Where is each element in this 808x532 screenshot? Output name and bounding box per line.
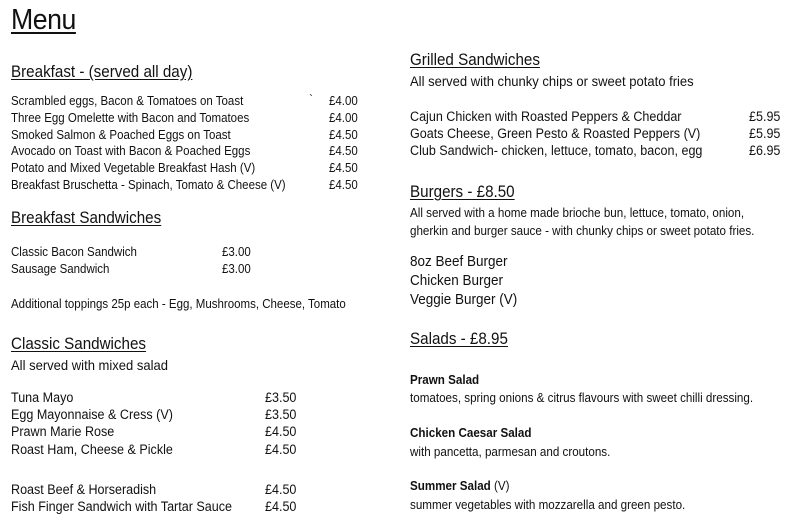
menu-item-name: Club Sandwich- chicken, lettuce, tomato, bacon, egg [410,143,703,159]
menu-item-price: £5.95 [749,109,781,124]
grilled-sandwich-prices [749,108,780,160]
menu-item-price: £3.00 [222,245,251,259]
breakfast-sandwich-prices [222,244,251,278]
menu-item-name: Veggie Burger (V) [410,292,518,308]
classic-sandwich-prices-2 [265,481,296,515]
menu-item-price: £4.00 [329,110,358,125]
menu-item-name: Potato and Mixed Vegetable Breakfast Hash (V) [11,161,256,176]
vegetarian-marker: (V) [490,479,510,493]
menu-item-name: Tuna Mayo [11,390,74,405]
menu-item-name: Prawn Marie Rose [11,424,115,440]
menu-item-price: £4.50 [329,161,358,176]
salad-name: Prawn Salad [410,373,480,387]
burgers-heading: Burgers - £8.50 [410,183,515,201]
page-title: Menu [11,4,76,36]
menu-item-price: £5.95 [749,126,781,142]
grilled-sandwich-items [410,108,702,160]
menu-item-price: £4.50 [329,127,358,142]
salad-description: tomatoes, spring onions & citrus flavours with sweet chilli dressing. [410,391,754,405]
menu-item-name: Sausage Sandwich [11,261,110,276]
grilled-sandwiches-subtitle: All served with chunky chips or sweet potato fries [410,73,694,89]
menu-item-name: Fish Finger Sandwich with Tartar Sauce [11,499,232,515]
burgers-desc-line: gherkin and burger sauce - with chunky chips or sweet potato fries. [410,224,755,238]
menu-item-price: £4.50 [329,177,358,192]
menu-item-name: Scrambled eggs, Bacon & Tomatoes on Toast [11,94,244,108]
salad-description: with pancetta, parmesan and croutons. [410,445,611,459]
menu-item-price: £4.50 [265,482,297,497]
burgers-description [410,204,754,240]
menu-item-name: Chicken Burger [410,273,503,289]
salad-description: summer vegetables with mozzarella and green pesto. [410,498,686,512]
classic-sandwich-prices [265,389,296,458]
menu-item-name: Egg Mayonnaise & Cress (V) [11,407,173,423]
classic-sandwich-items [11,389,173,458]
burgers-desc-line: All served with a home made brioche bun, lettuce, tomato, onion, [410,206,745,220]
menu-item-price: £3.50 [265,407,297,423]
menu-item-name: Roast Ham, Cheese & Pickle [11,441,173,457]
menu-item-name: Goats Cheese, Green Pesto & Roasted Peppers (V) [410,126,701,142]
menu-item-name: Classic Bacon Sandwich [11,245,137,259]
salad-name: Chicken Caesar Salad [410,426,532,440]
salad-name-row [410,479,509,493]
menu-item-name: Three Egg Omelette with Bacon and Tomatoes [11,110,250,125]
menu-item-name: Cajun Chicken with Roasted Peppers & Cheddar [410,109,682,124]
grilled-sandwiches-heading: Grilled Sandwiches [410,51,540,69]
breakfast-sandwiches-heading: Breakfast Sandwiches [11,209,162,227]
toppings-note: Additional toppings 25p each - Egg, Mushrooms, Cheese, Tomato [11,297,346,311]
breakfast-items [11,93,286,194]
salads-heading: Salads - £8.95 [410,330,508,348]
breakfast-sandwich-items [11,244,137,278]
burger-items [410,253,517,310]
breakfast-prices [329,93,358,194]
menu-item-name: Avocado on Toast with Bacon & Poached Eggs [11,144,251,159]
menu-item-price: £3.00 [222,261,251,276]
menu-item-name: Smoked Salmon & Poached Eggs on Toast [11,127,231,142]
menu-item-name: Breakfast Bruschetta - Spinach, Tomato & Cheese (V) [11,177,286,192]
menu-item-name: Roast Beef & Horseradish [11,482,157,497]
menu-item-price: £4.00 [329,94,358,108]
menu-item-price: £4.50 [329,144,358,159]
salad-name: Summer Salad [410,479,491,493]
classic-sandwiches-subtitle: All served with mixed salad [11,357,169,373]
menu-item-price: £6.95 [749,143,781,159]
classic-sandwich-items-2 [11,481,232,515]
menu-item-price: £4.50 [265,499,297,515]
stray-mark: ` [309,92,313,106]
menu-item-price: £4.50 [265,441,297,457]
menu-item-name: 8oz Beef Burger [410,254,508,270]
menu-item-price: £3.50 [265,390,297,405]
breakfast-heading: Breakfast - (served all day) [11,63,193,81]
classic-sandwiches-heading: Classic Sandwiches [11,335,146,353]
menu-item-price: £4.50 [265,424,297,440]
